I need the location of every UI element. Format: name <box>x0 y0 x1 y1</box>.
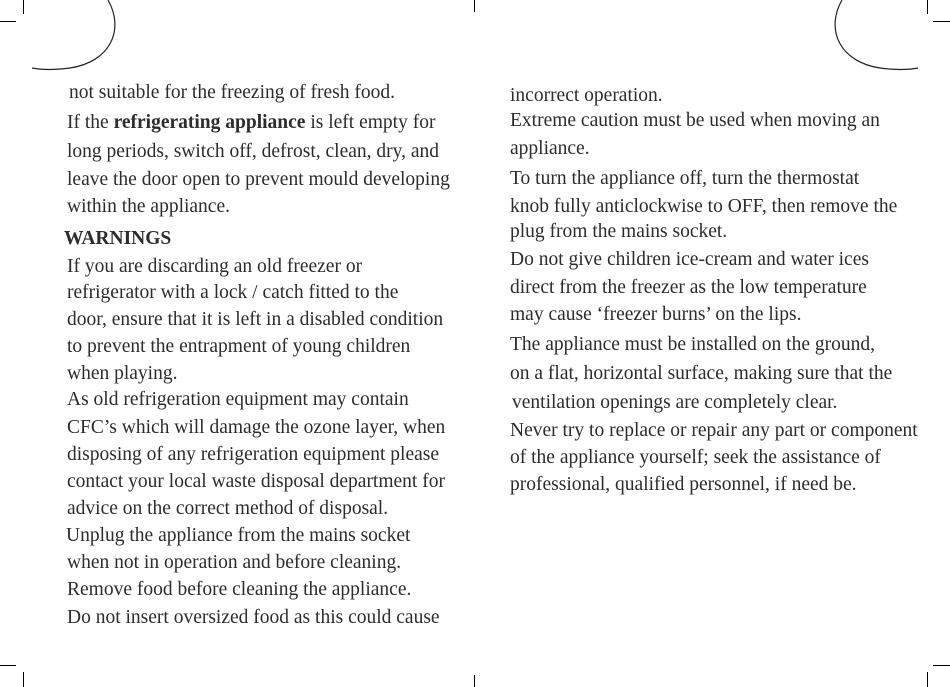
warnings-heading: WARNINGS <box>64 228 172 249</box>
text-line: may cause ‘freezer burns’ on the lips. <box>510 304 802 325</box>
text-line: leave the door open to prevent mould developing <box>67 169 450 190</box>
text-line: If you are discarding an old freezer or <box>67 256 363 277</box>
text-line: The appliance must be installed on the ground, <box>510 334 875 355</box>
text-line: professional, qualified personnel, if need be. <box>510 474 857 495</box>
text-line: CFC’s which will damage the ozone layer, when <box>67 417 446 438</box>
text-line: Do not insert oversized food as this could cause <box>67 607 440 628</box>
text-line: To turn the appliance off, turn the thermostat <box>510 168 860 189</box>
text-line: incorrect operation. <box>510 85 663 106</box>
text-line: refrigerator with a lock / catch fitted to the <box>67 282 399 303</box>
text-line <box>67 113 435 133</box>
text-line: knob fully anticlockwise to OFF, then remove the <box>510 196 898 217</box>
right-page <box>475 0 950 687</box>
text-line: Never try to replace or repair any part or component <box>510 420 918 441</box>
text-line: disposing of any refrigeration equipment please <box>67 444 440 465</box>
text-line: Unplug the appliance from the mains socket <box>66 525 411 546</box>
text-run: If the <box>67 112 114 133</box>
text-line: appliance. <box>510 138 590 159</box>
text-line: ventilation openings are completely clear. <box>512 392 838 413</box>
text-line: door, ensure that it is left in a disabled condition <box>67 309 444 330</box>
text-line: on a flat, horizontal surface, making sure that the <box>510 363 893 384</box>
text-line: plug from the mains socket. <box>510 221 728 242</box>
text-line: contact your local waste disposal department for <box>67 471 445 492</box>
text-line: direct from the freezer as the low temperature <box>510 277 867 298</box>
text-line: when playing. <box>67 363 178 384</box>
text-line: Do not give children ice-cream and water ices <box>510 249 869 270</box>
text-line: of the appliance yourself; seek the assistance of <box>510 447 881 468</box>
text-line: Extreme caution must be used when moving an <box>510 110 880 131</box>
text-line: to prevent the entrapment of young children <box>67 336 411 357</box>
text-line: advice on the correct method of disposal. <box>67 498 389 519</box>
text-line: not suitable for the freezing of fresh food. <box>69 82 395 103</box>
text-line: within the appliance. <box>67 196 230 217</box>
text-line: long periods, switch off, defrost, clean, dry, and <box>67 141 440 162</box>
text-line: Remove food before cleaning the appliance. <box>67 579 412 600</box>
text-line: As old refrigeration equipment may contain <box>67 389 409 410</box>
bold-term: refrigerating appliance <box>113 112 306 133</box>
text-line: when not in operation and before cleaning. <box>67 552 402 573</box>
text-run: is left empty for <box>305 112 436 133</box>
